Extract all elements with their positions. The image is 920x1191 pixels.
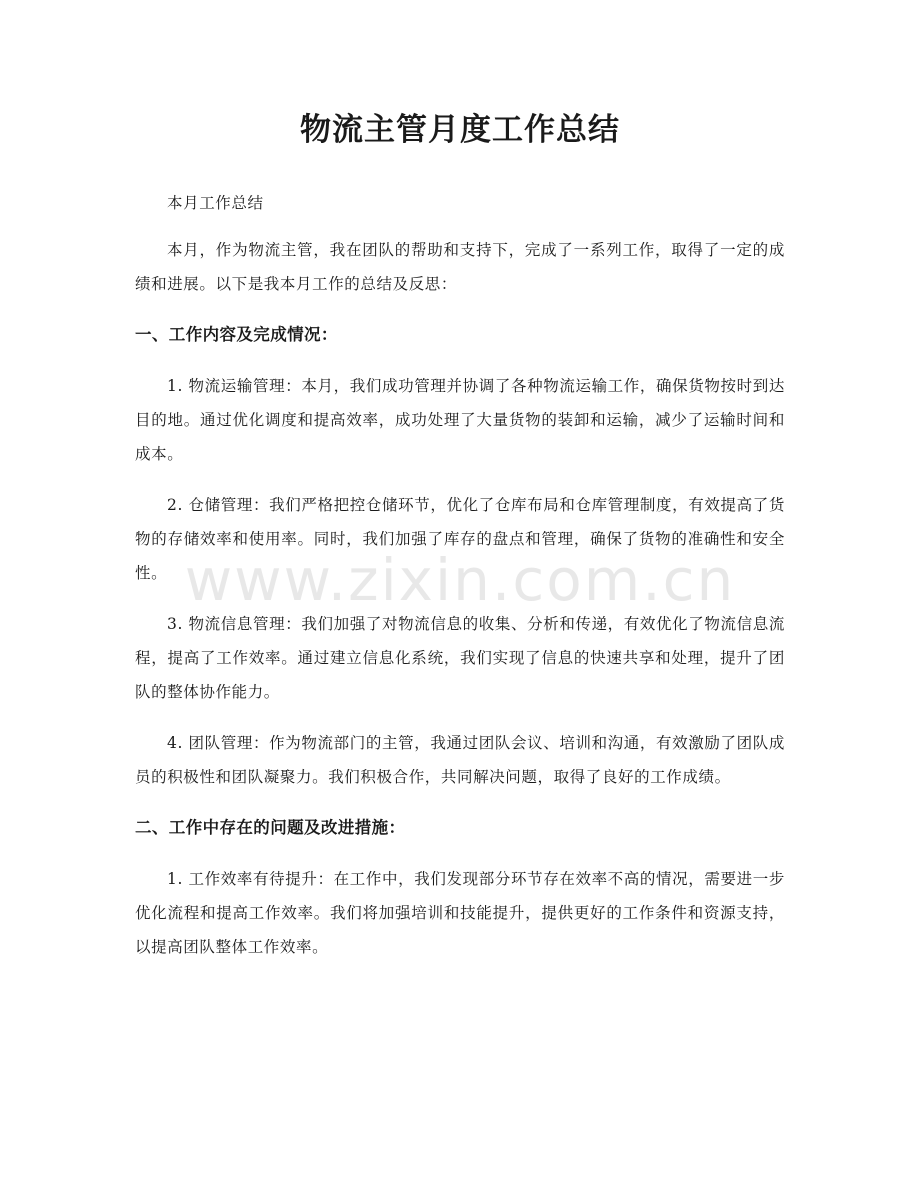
list-item: 1. 物流运输管理：本月，我们成功管理并协调了各种物流运输工作，确保货物按时到达目的地。通过优化调度和提高效率，成功处理了大量货物的装卸和运输，减少了运输时间和成本。 [135,377,785,463]
section-heading-1: 一、工作内容及完成情况： [135,325,338,344]
section-2-items [135,862,785,964]
intro-label: 本月工作总结 [167,194,264,212]
list-item: 3. 物流信息管理：我们加强了对物流信息的收集、分析和传递，有效优化了物流信息流程，提高了工作效率。通过建立信息化系统，我们实现了信息的快速共享和处理，提升了团队的整体协作能力。 [135,615,785,701]
intro-paragraph: 本月，作为物流主管，我在团队的帮助和支持下，完成了一系列工作，取得了一定的成绩和进展。以下是我本月工作的总结及反思： [135,241,785,293]
list-item: 2. 仓储管理：我们严格把控仓储环节，优化了仓库布局和仓库管理制度，有效提高了货物的存储效率和使用率。同时，我们加强了库存的盘点和管理，确保了货物的准确性和安全性。 [135,496,785,582]
section-heading-2: 二、工作中存在的问题及改进措施： [135,818,406,837]
section-1-items [135,369,785,794]
list-item: 4. 团队管理：作为物流部门的主管，我通过团队会议、培训和沟通，有效激励了团队成员的积极性和团队凝聚力。我们积极合作，共同解决问题，取得了良好的工作成绩。 [135,734,785,786]
document-body [135,186,785,981]
document-title: 物流主管月度工作总结 [300,112,620,148]
watermark: www.zixin.com.cn [184,546,736,614]
list-item: 1. 工作效率有待提升：在工作中，我们发现部分环节存在效率不高的情况，需要进一步优化流程和提高工作效率。我们将加强培训和技能提升，提供更好的工作条件和资源支持，以提高团队整体工作效率。 [135,870,785,956]
